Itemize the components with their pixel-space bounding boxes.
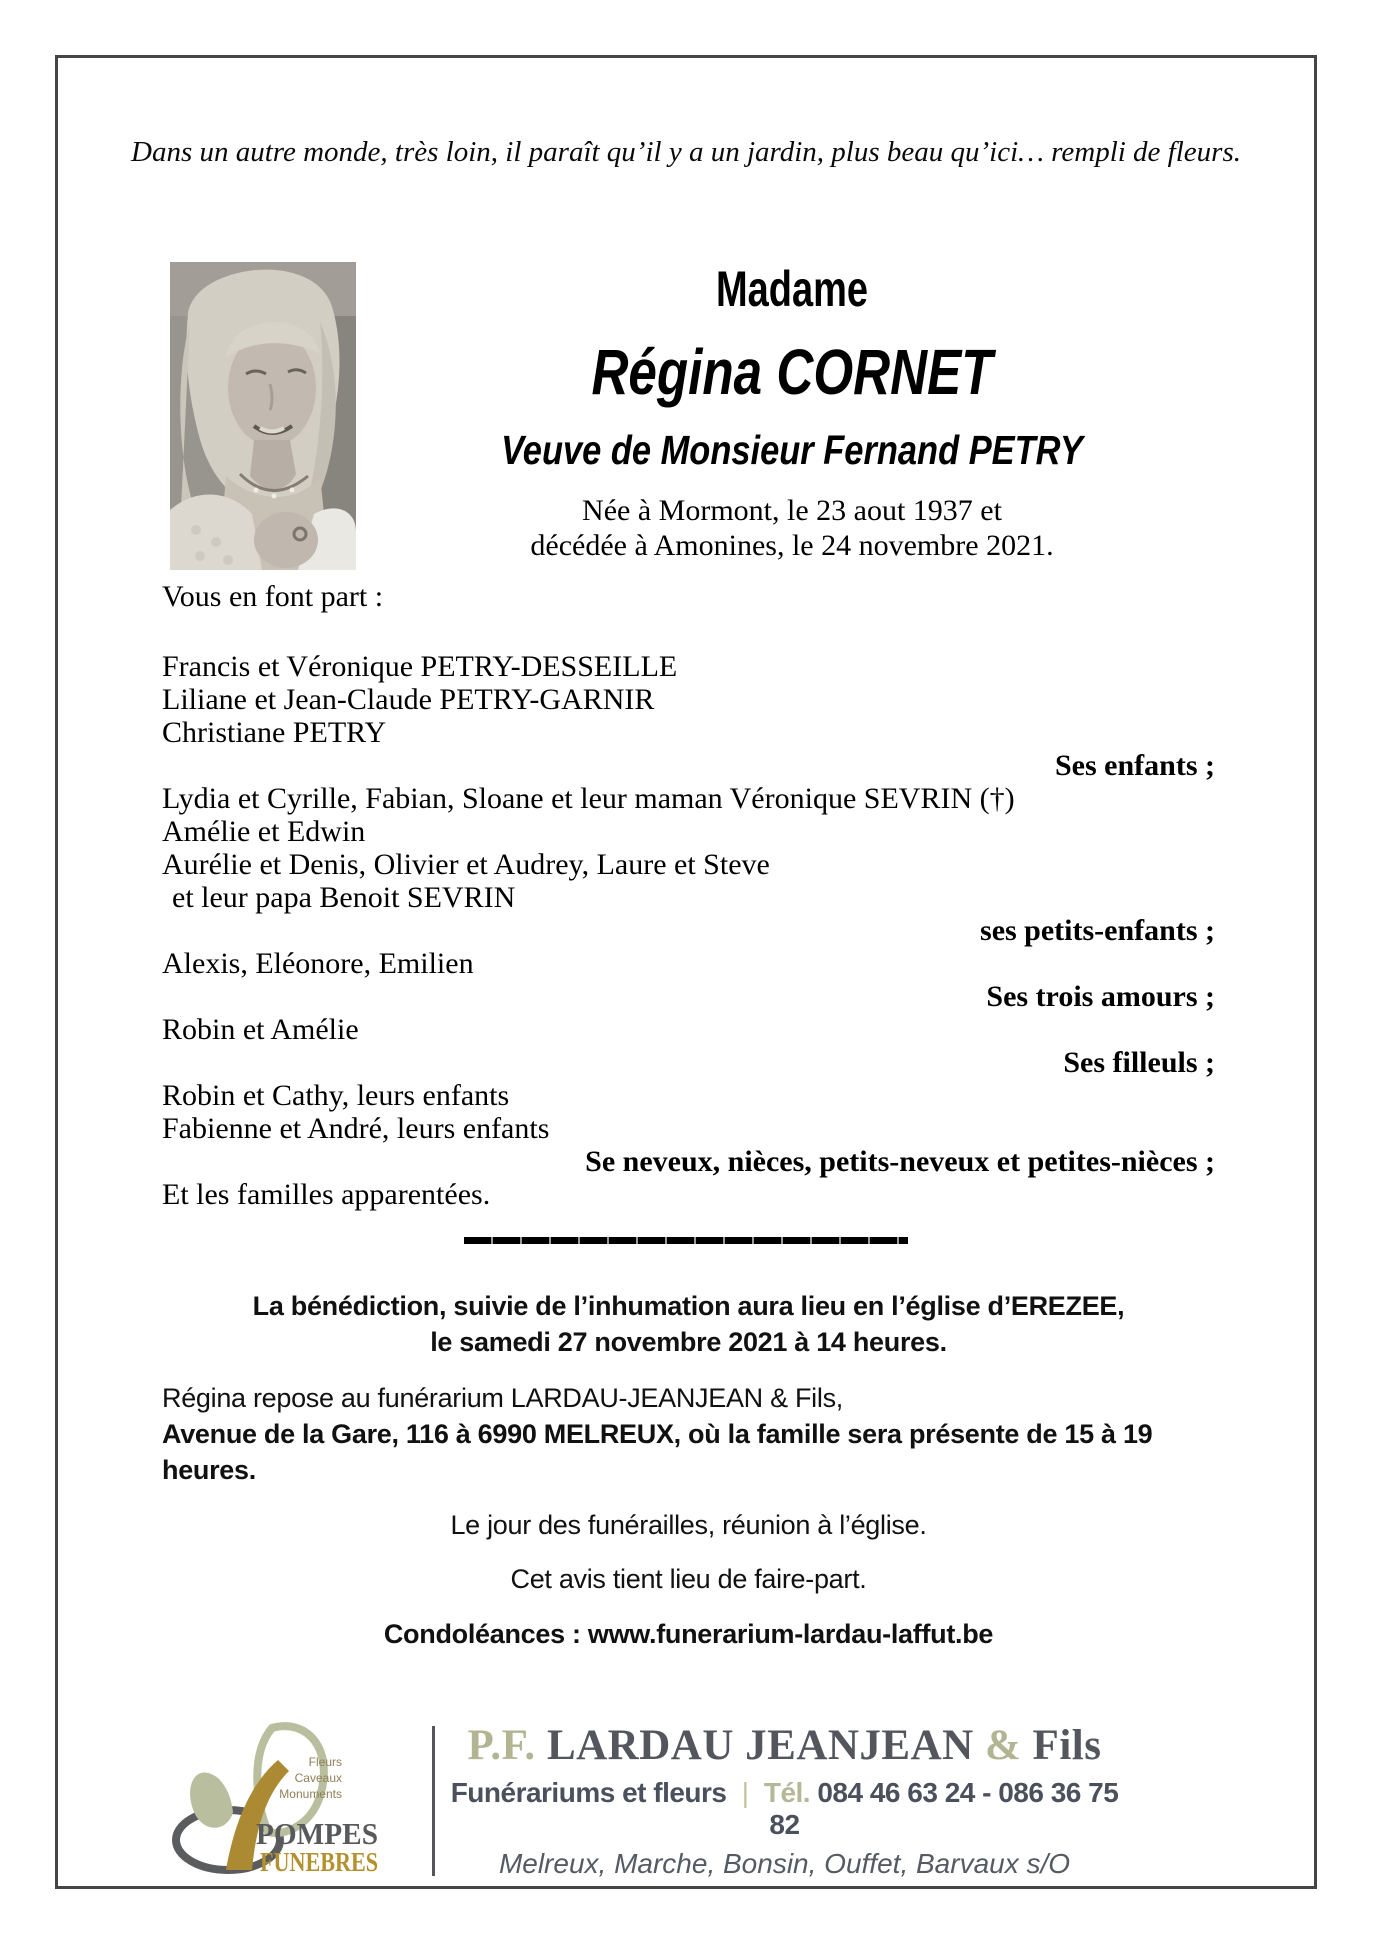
family-line: Amélie et Edwin	[162, 815, 366, 848]
family-line: Christiane PETRY	[162, 716, 387, 749]
death-line: décédée à Amonines, le 24 novembre 2021.	[530, 529, 1054, 562]
announcement-card-border	[55, 55, 1317, 1889]
reunion-line: Le jour des funérailles, réunion à l’église.	[450, 1510, 927, 1540]
logo-word-pompes: POMPES	[256, 1816, 378, 1851]
company-prefix: P.F.	[467, 1721, 536, 1769]
family-line: et leur papa Benoit SEVRIN	[172, 881, 516, 914]
logo-word-funebres: FUNEBRES	[260, 1847, 378, 1877]
company-ampersand: &	[984, 1721, 1022, 1769]
relation-label: Se neveux, nièces, petits-neveux et petites-nièces ;	[585, 1145, 1215, 1178]
portrait-photo	[170, 262, 356, 570]
ceremony-details	[162, 1288, 1215, 1652]
header	[170, 262, 1228, 570]
relation-label: Ses filleuls ;	[1063, 1046, 1215, 1079]
funeral-home-name	[435, 1722, 1134, 1769]
logo-service: Monuments	[279, 1787, 342, 1801]
family-line: Lydia et Cyrille, Fabian, Sloane et leur maman Véronique SEVRIN (†)	[162, 782, 1015, 815]
family-line: Robin et Amélie	[162, 1013, 359, 1046]
announcement-intro: Vous en font part :	[162, 580, 384, 613]
phone-numbers: 084 46 63 24 - 086 36 75 82	[769, 1777, 1119, 1841]
company-name-suffix: Fils	[1032, 1721, 1102, 1769]
birth-death-dates	[356, 493, 1228, 563]
funeral-home-address-line: Avenue de la Gare, 116 à 6990 MELREUX, où la famille sera présente de 15 à 19 heures.	[162, 1419, 1153, 1485]
epitaph-quote: Dans un autre monde, très loin, il paraît qu’il y a un jardin, plus beau qu’ici… rempli de fleurs.	[131, 136, 1241, 168]
repose-line: Régina repose au funérarium LARDAU-JEANJEAN & Fils,	[162, 1383, 843, 1413]
tagline-services: Funérariums et fleurs	[450, 1777, 727, 1809]
family-line: Francis et Véronique PETRY-DESSEILLE	[162, 650, 678, 683]
deceased-name: Régina CORNET	[591, 336, 993, 408]
birth-line: Née à Mormont, le 23 aout 1937 et	[582, 494, 1002, 527]
benediction-date-line: le samedi 27 novembre 2021 à 14 heures.	[430, 1327, 947, 1357]
funeral-home-tagline	[435, 1777, 1134, 1841]
funeral-home-cities: Melreux, Marche, Bonsin, Ouffet, Barvaux s/O	[498, 1848, 1071, 1880]
condolences-line: Condoléances : www.funerarium-lardau-laffut.be	[383, 1619, 994, 1649]
family-line: Robin et Cathy, leurs enfants	[162, 1079, 510, 1112]
company-name-main: LARDAU JEANJEAN	[546, 1721, 974, 1769]
widow-subtitle: Veuve de Monsieur Fernand PETRY	[501, 427, 1083, 473]
family-line: Et les familles apparentées.	[162, 1178, 491, 1211]
family-line: Liliane et Jean-Claude PETRY-GARNIR	[162, 683, 655, 716]
family-line: Alexis, Eléonore, Emilien	[162, 947, 474, 980]
family-list	[162, 650, 1215, 1211]
tel-label: Tél.	[763, 1777, 811, 1809]
section-divider	[464, 1237, 908, 1244]
benediction-line: La bénédiction, suivie de l’inhumation aura lieu en l’église d’EREZEE,	[252, 1291, 1125, 1321]
portrait-photo-image	[170, 262, 356, 570]
relation-label: Ses enfants ;	[1054, 749, 1215, 782]
civility-title: Madame	[715, 261, 869, 317]
family-line: Aurélie et Denis, Olivier et Audrey, Laure et Steve	[162, 848, 770, 881]
relation-label: ses petits-enfants ;	[980, 914, 1215, 947]
logo-service: Fleurs	[308, 1755, 342, 1769]
header-titles	[356, 262, 1228, 563]
logo-service: Caveaux	[294, 1771, 342, 1785]
tagline-separator: |	[741, 1777, 749, 1809]
funeral-home-logo	[166, 1720, 418, 1882]
family-line: Fabienne et André, leurs enfants	[162, 1112, 550, 1145]
notice-line: Cet avis tient lieu de faire-part.	[510, 1564, 867, 1594]
funeral-home-footer	[166, 1720, 1314, 1882]
funeral-home-info	[435, 1722, 1314, 1880]
relation-label: Ses trois amours ;	[986, 980, 1215, 1013]
